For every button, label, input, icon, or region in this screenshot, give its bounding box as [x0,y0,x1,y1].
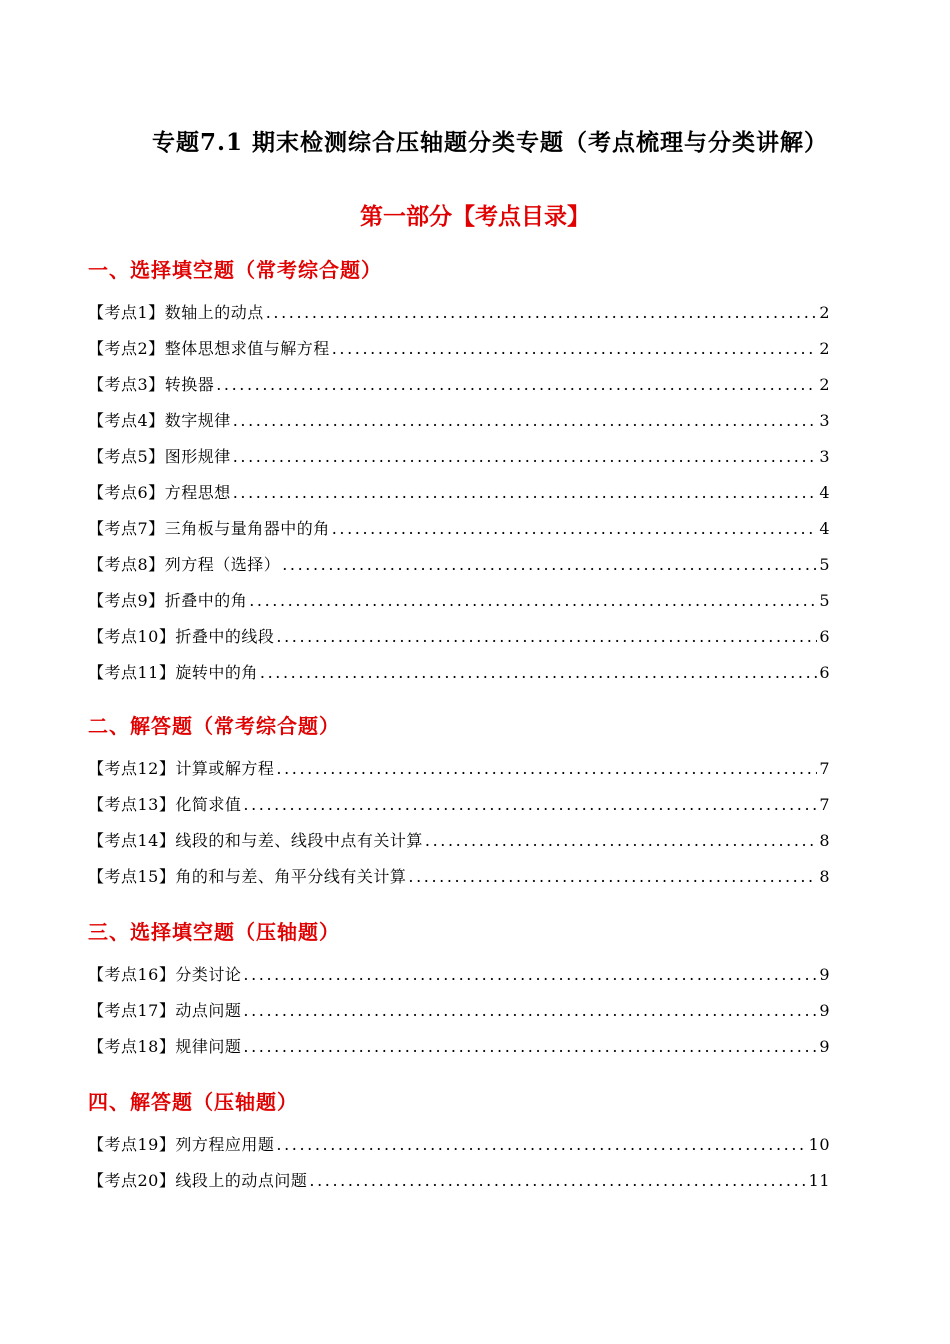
toc-entry[interactable] [88,1168,830,1204]
toc-leader-dots [249,591,817,610]
toc-entry-text: 列方程应用题 [175,1135,275,1154]
toc-entry-tag: 【考点7】 [88,519,165,538]
toc-list-section-1 [88,300,830,696]
section-title-3: 三、选择填空题（压轴题） [88,920,340,944]
toc-leader-dots [243,1001,817,1020]
toc-leader-dots [425,831,817,850]
toc-entry[interactable] [88,624,830,660]
toc-entry-page: 3 [819,447,830,466]
toc-entry[interactable] [88,660,830,696]
toc-entry-text: 规律问题 [175,1037,242,1056]
toc-entry-text: 数字规律 [164,411,231,430]
toc-leader-dots [276,759,817,778]
toc-entry-text: 线段上的动点问题 [175,1171,308,1190]
toc-list-section-3 [88,962,830,1070]
toc-leader-dots [233,447,818,466]
toc-entry-text: 三角板与量角器中的角 [164,519,330,538]
toc-entry-page: 3 [819,411,830,430]
toc-entry[interactable] [88,828,830,864]
toc-entry-text: 旋转中的角 [175,663,258,682]
toc-entry[interactable] [88,588,830,624]
toc-entry-page: 11 [808,1171,830,1190]
toc-entry-page: 10 [808,1135,830,1154]
toc-entry-tag: 【考点17】 [88,1001,176,1020]
toc-leader-dots [243,965,817,984]
toc-entry[interactable] [88,1034,830,1070]
toc-entry-page: 4 [819,519,830,538]
toc-entry-page: 4 [819,483,830,502]
toc-entry-text: 动点问题 [175,1001,242,1020]
toc-entry-tag: 【考点11】 [88,663,176,682]
toc-entry-text: 列方程（选择） [164,555,281,574]
toc-entry-page: 2 [819,303,830,322]
toc-entry-tag: 【考点16】 [88,965,176,984]
toc-entry[interactable] [88,444,830,480]
toc-leader-dots [332,519,818,538]
toc-leader-dots [276,1135,806,1154]
toc-leader-dots [282,555,817,574]
toc-leader-dots [243,795,817,814]
toc-entry-text: 折叠中的角 [164,591,248,610]
toc-entry-tag: 【考点18】 [88,1037,176,1056]
toc-entry-page: 8 [819,831,830,850]
toc-leader-dots [309,1171,806,1190]
toc-entry-page: 2 [819,339,830,358]
toc-leader-dots [243,1037,817,1056]
toc-entry-text: 图形规律 [164,447,231,466]
toc-leader-dots [332,339,818,358]
toc-entry-page: 7 [819,795,830,814]
toc-entry-tag: 【考点1】 [88,303,165,322]
toc-entry[interactable] [88,480,830,516]
toc-entry[interactable] [88,408,830,444]
toc-entry-text: 计算或解方程 [175,759,275,778]
toc-leader-dots [276,627,817,646]
toc-entry-text: 折叠中的线段 [175,627,275,646]
toc-entry-tag: 【考点15】 [88,867,176,886]
toc-entry-tag: 【考点14】 [88,831,176,850]
toc-entry[interactable] [88,300,830,336]
toc-entry-page: 6 [819,663,830,682]
toc-entry-tag: 【考点9】 [88,591,165,610]
toc-entry-page: 7 [819,759,830,778]
toc-entry-page: 5 [819,555,830,574]
toc-entry-text: 方程思想 [164,483,231,502]
toc-leader-dots [260,663,817,682]
toc-entry-tag: 【考点12】 [88,759,176,778]
toc-entry-tag: 【考点4】 [88,411,165,430]
toc-entry-text: 分类讨论 [175,965,242,984]
toc-entry[interactable] [88,756,830,792]
toc-entry[interactable] [88,336,830,372]
toc-entry-page: 9 [819,1037,830,1056]
toc-entry[interactable] [88,792,830,828]
toc-entry-text: 转换器 [164,375,215,394]
toc-entry[interactable] [88,1132,830,1168]
part-title: 第一部分【考点目录】 [360,203,590,230]
toc-entry-tag: 【考点5】 [88,447,165,466]
toc-entry[interactable] [88,552,830,588]
toc-list-section-4 [88,1132,830,1204]
toc-entry-tag: 【考点2】 [88,339,165,358]
toc-leader-dots [233,411,818,430]
toc-entry[interactable] [88,372,830,408]
section-title-2: 二、解答题（常考综合题） [88,714,340,738]
toc-entry[interactable] [88,998,830,1034]
toc-entry-page: 6 [819,627,830,646]
section-title-4: 四、解答题（压轴题） [88,1090,298,1114]
toc-entry-page: 9 [819,965,830,984]
toc-leader-dots [233,483,818,502]
toc-entry[interactable] [88,516,830,552]
toc-entry-page: 5 [819,591,830,610]
toc-leader-dots [216,375,817,394]
section-title-1: 一、选择填空题（常考综合题） [88,258,382,282]
toc-leader-dots [266,303,818,322]
toc-entry-page: 9 [819,1001,830,1020]
toc-entry-text: 角的和与差、角平分线有关计算 [175,867,407,886]
toc-entry-text: 数轴上的动点 [164,303,264,322]
toc-list-section-2 [88,756,830,900]
toc-entry-tag: 【考点10】 [88,627,176,646]
toc-entry-tag: 【考点13】 [88,795,176,814]
toc-entry[interactable] [88,962,830,998]
toc-entry-tag: 【考点3】 [88,375,165,394]
toc-entry-text: 线段的和与差、线段中点有关计算 [175,831,423,850]
toc-entry-tag: 【考点20】 [88,1171,176,1190]
toc-entry-text: 整体思想求值与解方程 [164,339,330,358]
toc-entry-text: 化简求值 [175,795,242,814]
toc-entry-tag: 【考点19】 [88,1135,176,1154]
toc-entry-tag: 【考点8】 [88,555,165,574]
toc-leader-dots [408,867,817,886]
toc-entry-page: 2 [819,375,830,394]
toc-entry-tag: 【考点6】 [88,483,165,502]
toc-entry[interactable] [88,864,830,900]
document-title: 专题7.1 期末检测综合压轴题分类专题（考点梳理与分类讲解） [151,129,829,156]
toc-entry-page: 8 [819,867,830,886]
